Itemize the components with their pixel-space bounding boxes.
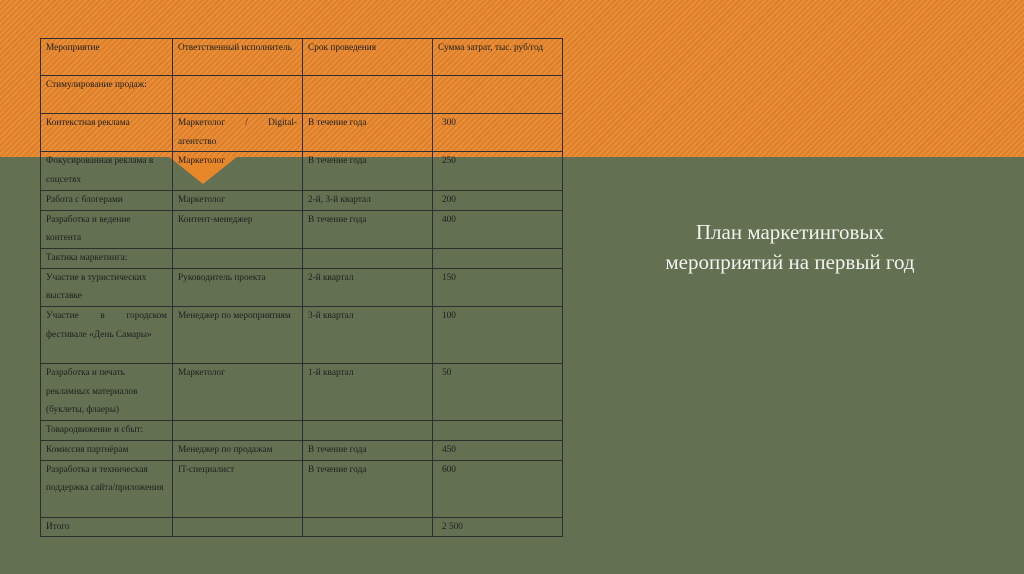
period-cell: 3-й квартал	[303, 307, 433, 364]
cost-cell: 400	[433, 210, 563, 248]
responsible-cell: Руководитель проекта	[173, 268, 303, 306]
responsible-cell: Контент-менеджер	[173, 210, 303, 248]
period-cell: В течение года	[303, 440, 433, 460]
table-header-row	[41, 39, 563, 76]
period-cell: В течение года	[303, 152, 433, 190]
cost-cell: 50	[433, 364, 563, 421]
period-cell: 2-й квартал	[303, 268, 433, 306]
responsible-cell: Маркетолог / Digital-агентство	[173, 114, 303, 152]
table-row	[41, 210, 563, 248]
responsible-cell: Маркетолог	[173, 190, 303, 210]
table-row	[41, 364, 563, 421]
table-row	[41, 190, 563, 210]
cost-cell: 600	[433, 460, 563, 517]
cost-cell	[433, 421, 563, 441]
period-cell: 2-й, 3-й квартал	[303, 190, 433, 210]
cost-cell	[433, 248, 563, 268]
table-row	[41, 152, 563, 190]
activity-cell: Комиссия партнёрам	[41, 440, 173, 460]
cost-cell: 150	[433, 268, 563, 306]
marketing-plan-table	[40, 38, 563, 537]
header-cell-activity: Мероприятие	[41, 39, 173, 76]
period-cell: В течение года	[303, 114, 433, 152]
responsible-cell	[173, 76, 303, 114]
cost-cell	[433, 76, 563, 114]
period-cell	[303, 421, 433, 441]
activity-cell: Товародвижение и сбыт:	[41, 421, 173, 441]
cost-cell: 200	[433, 190, 563, 210]
cost-cell: 300	[433, 114, 563, 152]
table-row	[41, 268, 563, 306]
activity-cell: Разработка и техническая поддержка сайта/приложения	[41, 460, 173, 517]
responsible-cell: Менеджер по продажам	[173, 440, 303, 460]
responsible-cell	[173, 517, 303, 537]
period-cell	[303, 248, 433, 268]
table-row	[41, 421, 563, 441]
period-cell	[303, 76, 433, 114]
activity-cell: Разработка и печать рекламных материалов (буклеты, флаеры)	[41, 364, 173, 421]
activity-cell: Работа с блогерами	[41, 190, 173, 210]
responsible-cell: Маркетолог	[173, 364, 303, 421]
responsible-cell: IT-специалист	[173, 460, 303, 517]
slide-title: План маркетинговых мероприятий на первый год	[665, 220, 915, 274]
activity-cell: Разработка и ведение контента	[41, 210, 173, 248]
responsible-cell	[173, 248, 303, 268]
cost-cell: 100	[433, 307, 563, 364]
responsible-cell	[173, 421, 303, 441]
activity-cell: Тактика маркетинга:	[41, 248, 173, 268]
responsible-cell: Менеджер по мероприятиям	[173, 307, 303, 364]
period-cell: В течение года	[303, 460, 433, 517]
table-row	[41, 248, 563, 268]
responsible-cell: Маркетолог	[173, 152, 303, 190]
activity-cell: Участие в туристических выставке	[41, 268, 173, 306]
cost-cell: 450	[433, 440, 563, 460]
activity-cell: Контекстная реклама	[41, 114, 173, 152]
activity-cell: Участие в городском фестивале «День Самары»	[41, 307, 173, 364]
table-row	[41, 114, 563, 152]
cost-cell: 250	[433, 152, 563, 190]
period-cell: В течение года	[303, 210, 433, 248]
table-row	[41, 76, 563, 114]
total-label-cell: Итого	[41, 517, 173, 537]
table-total-row	[41, 517, 563, 537]
period-cell: 1-й квартал	[303, 364, 433, 421]
header-cell-cost: Сумма затрат, тыс. руб/год	[433, 39, 563, 76]
period-cell	[303, 517, 433, 537]
header-cell-responsible: Ответственный исполнитель	[173, 39, 303, 76]
table-row	[41, 440, 563, 460]
total-cost-cell: 2 500	[433, 517, 563, 537]
activity-cell: Стимулирование продаж:	[41, 76, 173, 114]
activity-cell: Фокусированная реклама в соцсетях	[41, 152, 173, 190]
table-row	[41, 460, 563, 517]
header-cell-period: Срок проведения	[303, 39, 433, 76]
table-row	[41, 307, 563, 364]
